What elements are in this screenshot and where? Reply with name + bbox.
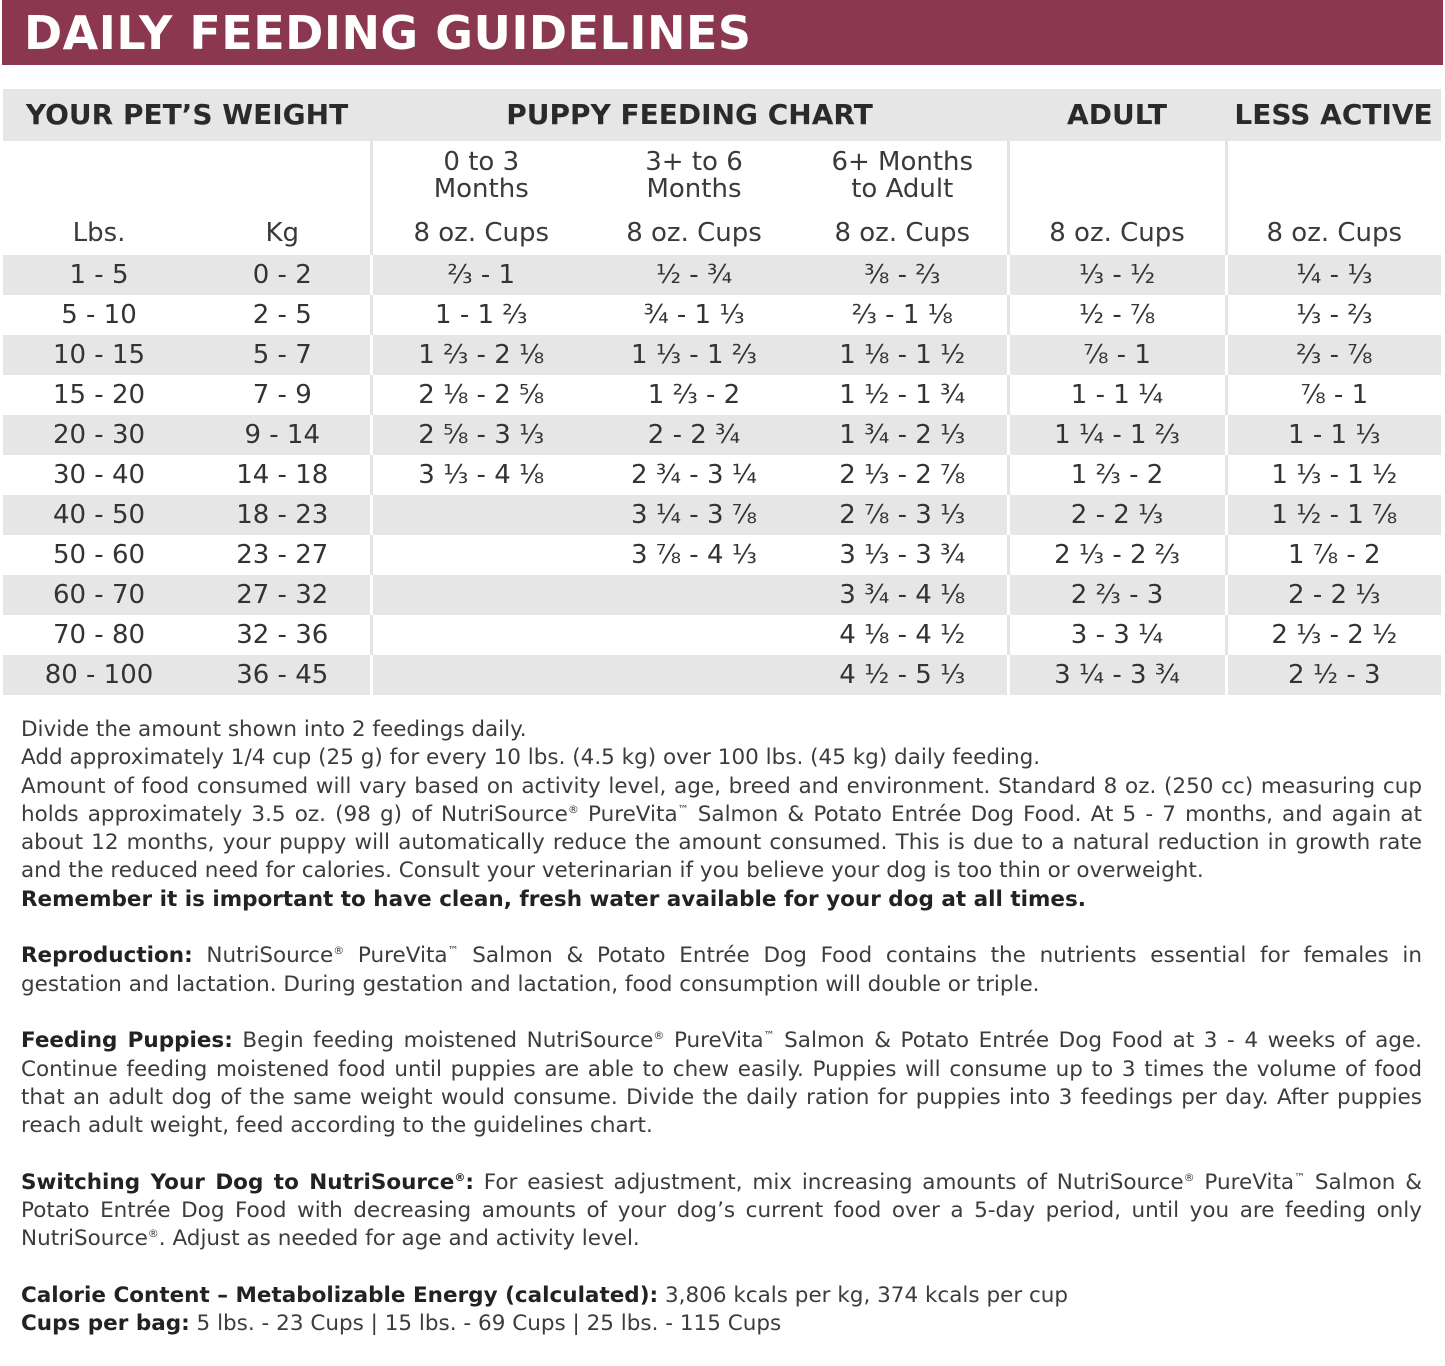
table-row <box>3 655 1441 695</box>
cell-puppy-0-3: 3 ⅓ - 4 ⅛ <box>371 455 590 495</box>
cell-puppy-3-6: 1 ⅔ - 2 <box>647 380 741 410</box>
unit-lbs: Lbs. <box>72 218 126 248</box>
table-row <box>3 455 1441 495</box>
cell-adult: 1 ¼ - 1 ⅔ <box>1008 415 1226 455</box>
cell-lbs: 5 - 10 <box>61 300 137 330</box>
cell-puppy-0-3 <box>371 615 590 655</box>
cell-puppy-6-adult: 1 ½ - 1 ¾ <box>839 380 966 410</box>
cell-lbs: 20 - 30 <box>3 415 195 455</box>
unit-cups: 8 oz. Cups <box>1226 211 1441 255</box>
cell-less-active: 1 ⅞ - 2 <box>1226 535 1441 575</box>
cell-puppy-3-6: 2 ¾ - 3 ¼ <box>631 460 757 490</box>
table-row <box>3 575 1441 615</box>
cell-less-active: ¼ - ⅓ <box>1226 255 1441 295</box>
cell-kg: 23 - 27 <box>236 540 329 570</box>
cell-less-active: ⅓ - ⅔ <box>1226 295 1441 335</box>
note-cups-per-bag: Cups per bag: 5 lbs. - 23 Cups | 15 lbs. - 69 Cups | 25 lbs. - 115 Cups <box>21 1311 782 1337</box>
table-row <box>3 535 1441 575</box>
note-amount: Amount of food consumed will vary based on activity level, age, breed and environment. Standard 8 oz. (250 cc) measuring cup holds approximately 3.5 oz. (98 g) of NutriSource® PureVita™ Salmon & Potato Entrée Dog Food. At 5 - 7 months, and again at about 12 months, your puppy will automatically reduce the amount consumed. This is due to a natural reduction in growth rate and the reduced need for calories. Consult your veterinarian if you believe your dog is too thin or overweight. <box>21 773 1422 884</box>
blank-cell <box>1226 141 1441 211</box>
cell-less-active: 1 - 1 ⅓ <box>1226 415 1441 455</box>
cell-lbs: 40 - 50 <box>3 495 195 535</box>
cell-puppy-0-3 <box>371 495 590 535</box>
cell-adult: ½ - ⅞ <box>1008 295 1226 335</box>
cell-adult: ⅓ - ½ <box>1008 255 1226 295</box>
cell-lbs: 10 - 15 <box>3 335 195 375</box>
table-row <box>3 615 1441 655</box>
cell-puppy-6-adult: 2 ⅞ - 3 ⅓ <box>798 495 1008 535</box>
cell-kg: 7 - 9 <box>252 380 312 410</box>
cell-puppy-3-6 <box>590 575 798 615</box>
cell-adult: 1 ⅔ - 2 <box>1008 455 1226 495</box>
cell-puppy-0-3: 2 ⅝ - 3 ⅓ <box>371 415 590 455</box>
header-weight: YOUR PET’S WEIGHT <box>3 89 371 141</box>
cell-puppy-6-adult: 4 ½ - 5 ⅓ <box>798 655 1008 695</box>
cell-puppy-3-6: 3 ¼ - 3 ⅞ <box>590 495 798 535</box>
cell-puppy-0-3 <box>371 575 590 615</box>
cell-less-active: ⅞ - 1 <box>1226 375 1441 415</box>
cell-puppy-3-6: ¾ - 1 ⅓ <box>643 300 745 330</box>
cell-less-active: 2 ⅓ - 2 ½ <box>1226 615 1441 655</box>
feeding-notes <box>21 716 1422 1339</box>
cell-less-active: ⅔ - ⅞ <box>1226 335 1441 375</box>
cell-kg: 2 - 5 <box>252 300 312 330</box>
chart-body <box>3 255 1441 695</box>
header-puppy: PUPPY FEEDING CHART <box>371 89 1008 141</box>
cell-puppy-6-adult: 1 ⅛ - 1 ½ <box>798 335 1008 375</box>
cell-puppy-0-3: 1 - 1 ⅔ <box>371 295 590 335</box>
blank-cell <box>1008 141 1226 211</box>
cell-less-active: 1 ½ - 1 ⅞ <box>1226 495 1441 535</box>
cell-adult: 1 - 1 ¼ <box>1008 375 1226 415</box>
cell-kg: 9 - 14 <box>195 415 371 455</box>
cell-kg: 36 - 45 <box>195 655 371 695</box>
unit-cups: 8 oz. Cups <box>371 211 590 255</box>
cell-lbs: 1 - 5 <box>3 255 195 295</box>
cell-puppy-6-adult: 1 ¾ - 2 ⅓ <box>798 415 1008 455</box>
cell-kg: 0 - 2 <box>195 255 371 295</box>
cell-less-active: 1 ⅓ - 1 ½ <box>1226 455 1441 495</box>
cell-lbs: 15 - 20 <box>52 380 146 410</box>
cell-puppy-0-3: ⅔ - 1 <box>371 255 590 295</box>
cell-adult: 2 ⅔ - 3 <box>1008 575 1226 615</box>
cell-kg: 5 - 7 <box>195 335 371 375</box>
cell-puppy-0-3: 2 ⅛ - 2 ⅝ <box>371 375 590 415</box>
blank-cell <box>3 141 371 211</box>
cell-kg: 18 - 23 <box>195 495 371 535</box>
cell-puppy-0-3: 1 ⅔ - 2 ⅛ <box>371 335 590 375</box>
header-adult: ADULT <box>1008 89 1226 141</box>
cell-puppy-3-6 <box>590 615 798 655</box>
cell-adult: 2 ⅓ - 2 ⅔ <box>1008 535 1226 575</box>
note-add: Add approximately 1/4 cup (25 g) for every 10 lbs. (4.5 kg) over 100 lbs. (45 kg) daily feeding. <box>21 745 1041 771</box>
header-less-active: LESS ACTIVE <box>1226 89 1441 141</box>
cell-lbs: 70 - 80 <box>52 620 146 650</box>
cell-lbs: 50 - 60 <box>52 540 146 570</box>
cell-puppy-6-adult: 3 ⅓ - 3 ¾ <box>839 540 966 570</box>
cell-less-active: 2 ½ - 3 <box>1226 655 1441 695</box>
note-reproduction: Reproduction: NutriSource® PureVita™ Salmon & Potato Entrée Dog Food contains the nutrients essential for females in gestation and lactation. During gestation and lactation, food consumption will double or triple. <box>21 943 1422 997</box>
cell-puppy-6-adult: ⅔ - 1 ⅛ <box>851 300 953 330</box>
cell-puppy-0-3 <box>371 535 590 575</box>
cell-lbs: 30 - 40 <box>52 460 146 490</box>
table-row <box>3 255 1441 295</box>
cell-puppy-3-6: 2 - 2 ¾ <box>590 415 798 455</box>
cell-adult: 3 ¼ - 3 ¾ <box>1008 655 1226 695</box>
feeding-chart <box>3 89 1441 695</box>
note-water: Remember it is important to have clean, fresh water available for your dog at all times. <box>21 886 1086 912</box>
age-group-row <box>3 141 1441 211</box>
cell-puppy-3-6: 1 ⅓ - 1 ⅔ <box>590 335 798 375</box>
cell-puppy-3-6: 3 ⅞ - 4 ⅓ <box>631 540 757 570</box>
cell-puppy-3-6 <box>590 655 798 695</box>
units-row <box>3 211 1441 255</box>
cell-puppy-6-adult: 2 ⅓ - 2 ⅞ <box>839 460 966 490</box>
age-group-2: 6+ Months to Adult <box>831 147 974 204</box>
unit-cups: 8 oz. Cups <box>1008 211 1226 255</box>
table-row <box>3 335 1441 375</box>
cell-lbs: 60 - 70 <box>3 575 195 615</box>
note-feeding-puppies: Feeding Puppies: Begin feeding moistened NutriSource® PureVita™ Salmon & Potato Entrée Dog Food at 3 - 4 weeks of age. Continue feeding moistened food until puppies are able to chew easily. Puppies will consume up to 3 times the volume of food that an adult dog of the same weight would consume. Divide the daily ration for puppies into 3 feedings per day. After puppies reach adult weight, feed according to the guidelines chart. <box>21 1028 1422 1139</box>
chart-header-row <box>3 89 1441 141</box>
table-row <box>3 495 1441 535</box>
age-group-0: 0 to 3 Months <box>371 141 590 211</box>
note-divide: Divide the amount shown into 2 feedings daily. <box>21 717 527 742</box>
cell-adult: 3 - 3 ¼ <box>1008 615 1226 655</box>
table-row <box>3 415 1441 455</box>
cell-puppy-6-adult: ⅜ - ⅔ <box>798 255 1008 295</box>
title-banner <box>2 0 1443 65</box>
table-row <box>3 295 1441 335</box>
cell-adult: ⅞ - 1 <box>1008 335 1226 375</box>
cell-kg: 27 - 32 <box>195 575 371 615</box>
unit-kg: Kg <box>265 218 300 248</box>
page-title: DAILY FEEDING GUIDELINES <box>24 6 752 60</box>
cell-puppy-6-adult: 4 ⅛ - 4 ½ <box>839 620 966 650</box>
note-switching: Switching Your Dog to NutriSource®: For easiest adjustment, mix increasing amounts of NutriSource® PureVita™ Salmon & Potato Entrée Dog Food with decreasing amounts of your dog’s current food over a 5-day period, until you are feeding only NutriSource®. Adjust as needed for age and activity level. <box>21 1169 1422 1252</box>
cell-kg: 32 - 36 <box>236 620 329 650</box>
cell-less-active: 2 - 2 ⅓ <box>1226 575 1441 615</box>
cell-puppy-0-3 <box>371 655 590 695</box>
cell-kg: 14 - 18 <box>236 460 329 490</box>
unit-cups: 8 oz. Cups <box>834 218 971 248</box>
unit-cups: 8 oz. Cups <box>626 218 762 248</box>
cell-lbs: 80 - 100 <box>3 655 195 695</box>
note-calorie: Calorie Content – Metabolizable Energy (calculated): 3,806 kcals per kg, 374 kcals per cup <box>21 1282 1069 1308</box>
cell-adult: 2 - 2 ⅓ <box>1008 495 1226 535</box>
table-row <box>3 375 1441 415</box>
age-group-1: 3+ to 6 Months <box>645 147 743 204</box>
cell-puppy-6-adult: 3 ¾ - 4 ⅛ <box>798 575 1008 615</box>
cell-puppy-3-6: ½ - ¾ <box>590 255 798 295</box>
